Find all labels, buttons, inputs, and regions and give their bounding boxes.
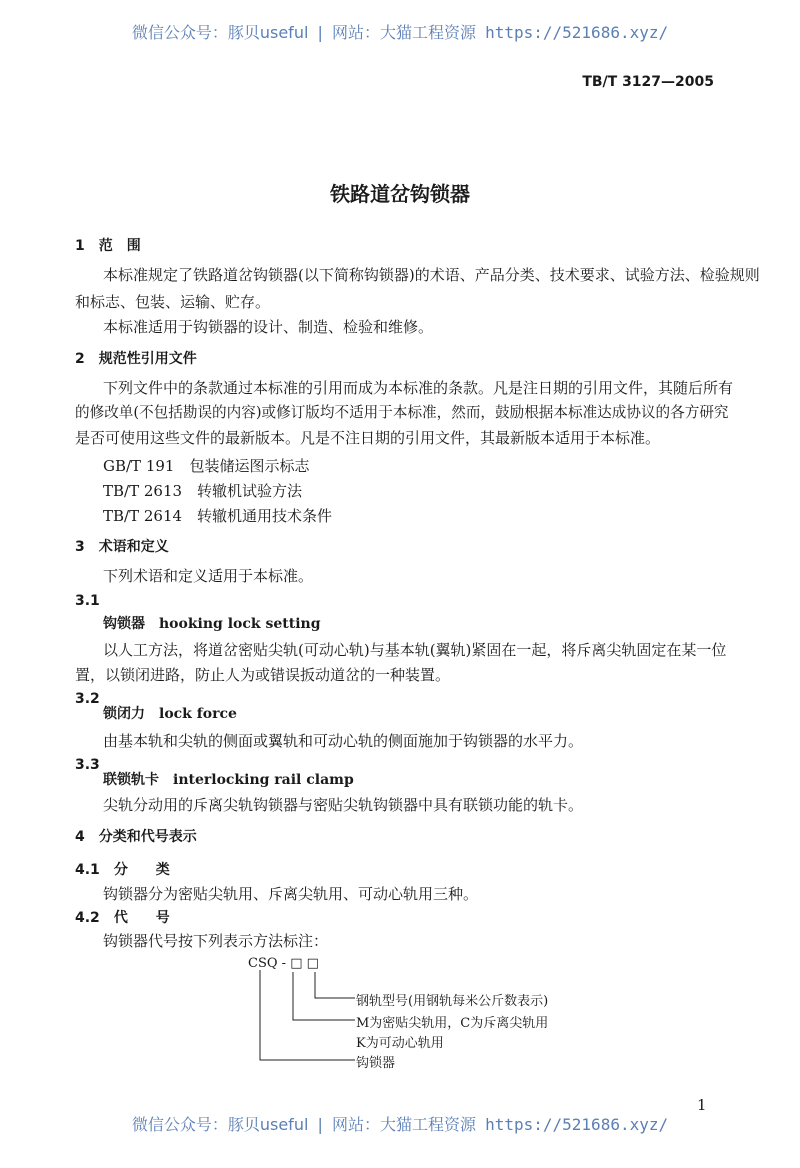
- term-number: 3.2: [75, 691, 100, 707]
- term-heading: 锁闭力 lock force: [103, 706, 237, 722]
- paragraph-line: 置，以锁闭进路，防止人为或错误扳动道岔的一种装置。: [75, 666, 451, 684]
- watermark-text: 微信公众号：豚贝useful: [131, 23, 309, 42]
- section-1-heading: 1 范 围: [75, 238, 141, 254]
- term-heading: 联锁轨卡 interlocking rail clamp: [103, 772, 354, 788]
- paragraph-line: 是否可使用这些文件的最新版本。凡是不注日期的引用文件，其最新版本适用于本标准。: [75, 429, 661, 447]
- term-number: 3.3: [75, 757, 100, 773]
- term-heading: 钩锁器 hooking lock setting: [103, 616, 321, 632]
- diagram-label-usage: M为密贴尖轨用，C为斥离尖轨用: [356, 1016, 549, 1031]
- diagram-label-rail-type: 钢轨型号(用钢轨每米公斤数表示): [356, 994, 549, 1009]
- watermark-site: 网站：大猫工程资源: [331, 1115, 476, 1134]
- watermark-separator: |: [317, 1115, 323, 1134]
- paragraph-line: 钩锁器代号按下列表示方法标注：: [103, 932, 329, 950]
- diagram-label-usage-k: K为可动心轨用: [356, 1036, 444, 1051]
- section-4-1-heading: 4.1 分 类: [75, 862, 170, 878]
- watermark-text: 微信公众号：豚贝useful: [131, 1115, 309, 1134]
- reference-item: TB/T 2614 转辙机通用技术条件: [103, 507, 333, 525]
- section-4-heading: 4 分类和代号表示: [75, 829, 197, 845]
- section-4-2-heading: 4.2 代 号: [75, 910, 170, 926]
- paragraph-line: 本标准适用于钩锁器的设计、制造、检验和维修。: [103, 318, 434, 336]
- watermark-bottom: [0, 1112, 800, 1135]
- paragraph-line: 由基本轨和尖轨的侧面或翼轨和可动心轨的侧面施加于钩锁器的水平力。: [103, 732, 584, 750]
- paragraph-line: 的修改单(不包括勘误的内容)或修订版均不适用于本标准，然而，鼓励根据本标准达成协议的各方研究: [75, 404, 729, 421]
- paragraph-line: 下列文件中的条款通过本标准的引用而成为本标准的条款。凡是注日期的引用文件，其随后所有: [103, 379, 734, 397]
- reference-item: TB/T 2613 转辙机试验方法: [103, 482, 303, 500]
- standard-code: TB/T 3127—2005: [582, 74, 714, 90]
- code-prefix: CSQ - □ □: [248, 956, 319, 971]
- diagram-label-device: 钩锁器: [356, 1056, 396, 1071]
- watermark-url[interactable]: https://521686.xyz/: [485, 23, 669, 42]
- page-title: 铁路道岔钩锁器: [330, 182, 470, 206]
- reference-item: GB/T 191 包装储运图示标志: [103, 457, 310, 475]
- paragraph-line: 尖轨分动用的斥离尖轨钩锁器与密贴尖轨钩锁器中具有联锁功能的轨卡。: [103, 796, 584, 814]
- term-number: 3.1: [75, 593, 100, 609]
- page-number: 1: [697, 1096, 707, 1114]
- paragraph-line: 本标准规定了铁路道岔钩锁器(以下简称钩锁器)的术语、产品分类、技术要求、试验方法、检验规则: [103, 266, 760, 284]
- paragraph-line: 钩锁器分为密贴尖轨用、斥离尖轨用、可动心轨用三种。: [103, 885, 479, 903]
- paragraph-line: 下列术语和定义适用于本标准。: [103, 567, 314, 585]
- section-3-heading: 3 术语和定义: [75, 539, 169, 555]
- watermark-url[interactable]: https://521686.xyz/: [485, 1115, 669, 1134]
- watermark-separator: |: [317, 23, 323, 42]
- paragraph-line: 以人工方法，将道岔密贴尖轨(可动心轨)与基本轨(翼轨)紧固在一起，将斥离尖轨固定在某一位: [103, 641, 727, 659]
- watermark-site: 网站：大猫工程资源: [331, 23, 476, 42]
- paragraph-line: 和标志、包装、运输、贮存。: [75, 293, 271, 311]
- section-2-heading: 2 规范性引用文件: [75, 351, 197, 367]
